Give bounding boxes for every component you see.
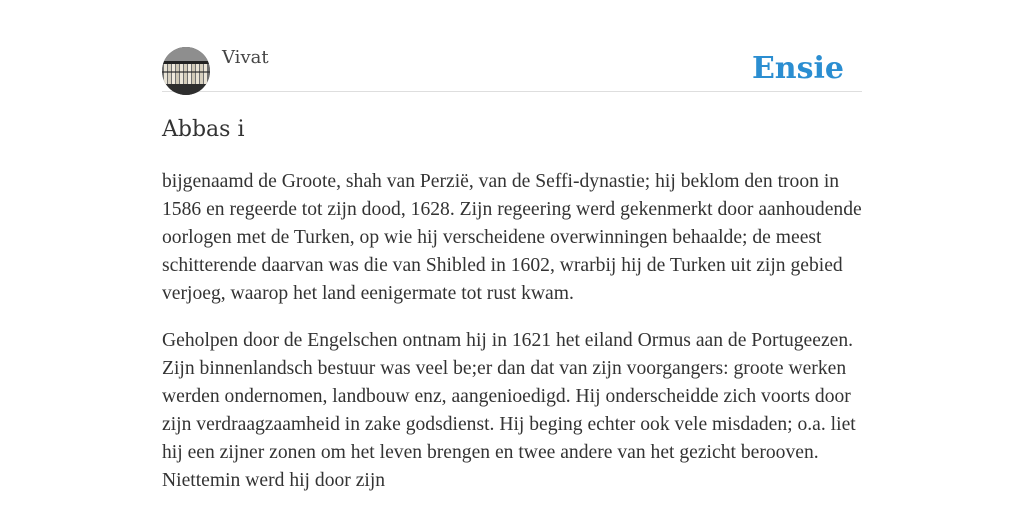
ensie-logo[interactable]: Ensie [751, 51, 844, 86]
article-paragraph: Geholpen door de Engelschen ontnam hij in 1621 het eiland Ormus aan de Portugeezen. Zijn binnenlandsch bestuur was veel be;er dan dat van zijn voorgangers: groote werken werden ondernomen, landbouw enz, aangenioedigd. Hij onderscheidde zich voorts door zijn verdraagzaamheid in zake godsdienst. Hij beging echter ook vele misdaden; o.a. liet hij een zijner zonen om het leven brengen en twee andere van het gezicht berooven. Niettemin werd hij door zijn [162, 330, 856, 491]
article-title: Abbas i [162, 117, 245, 142]
article-header [162, 46, 862, 92]
author-avatar[interactable] [162, 47, 210, 95]
bookshelf-avatar-icon [162, 47, 210, 95]
article-body [162, 168, 862, 512]
article-paragraph: bijgenaamd de Groote, shah van Perzië, van de Seffi-dynastie; hij beklom den troon in 1586 en regeerde tot zijn dood, 1628. Zijn regeering werd gekenmerkt door aanhoudende oorlogen met de Turken, op wie hij verscheidene overwinningen behaalde; de meest schitterende daarvan was die van Shibled in 1602, wrarbij hij de Turken uit zijn gebied verjoeg, waarop het land eenigermate tot rust kwam. [162, 171, 862, 304]
author-name[interactable]: Vivat [222, 47, 269, 68]
